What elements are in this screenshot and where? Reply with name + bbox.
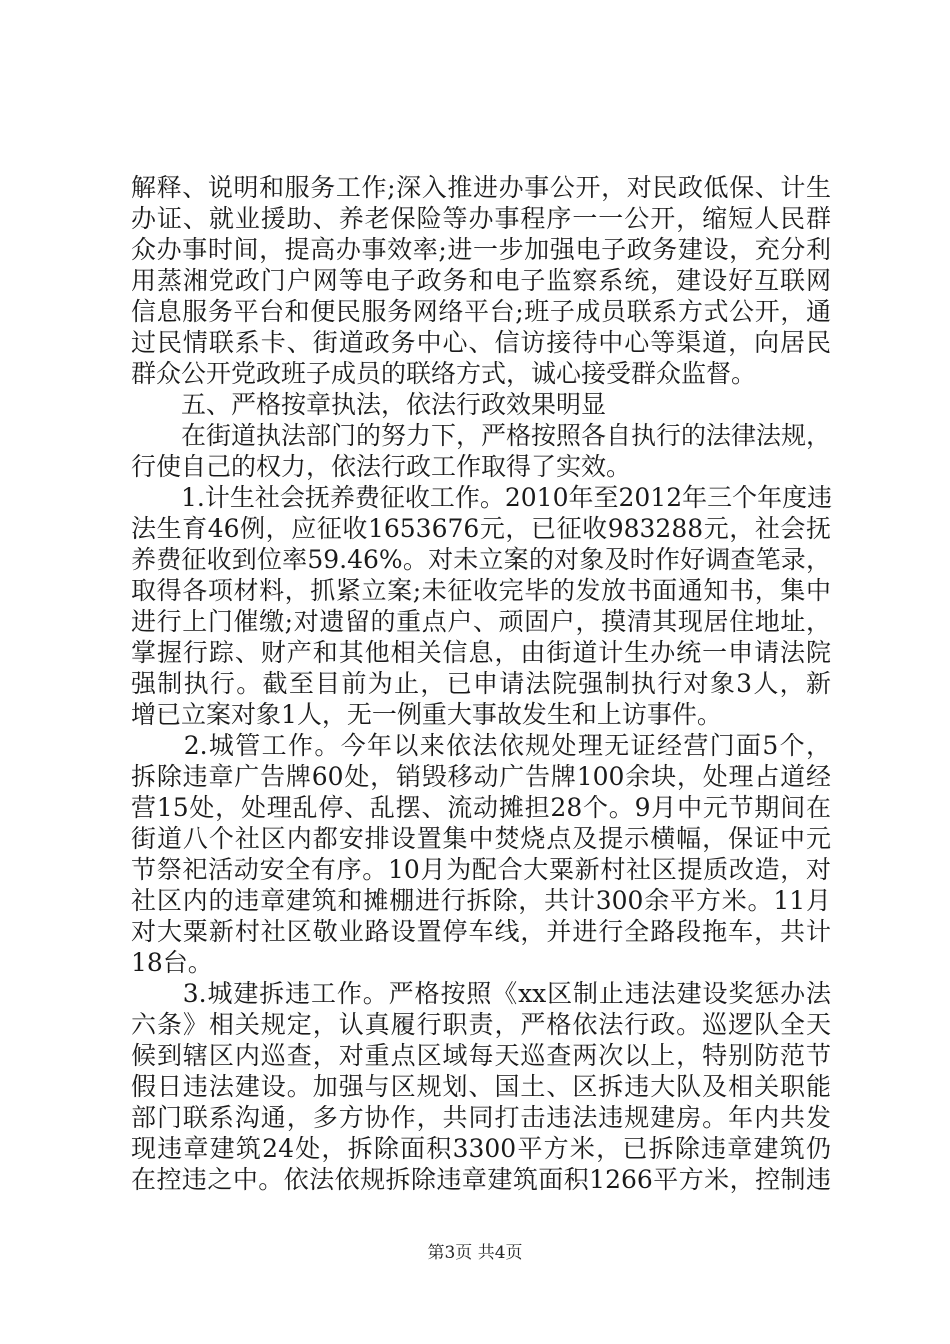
section-heading: 五、严格按章执法，依法行政效果明显 xyxy=(131,390,607,419)
text-line: 增已立案对象1人，无一例重大事故发生和上访事件。 xyxy=(131,700,722,729)
text-line: 进行上门催缴;对遗留的重点户、顽固户，摸清其现居住地址， xyxy=(131,607,831,636)
text-line: 营15处，处理乱停、乱摆、流动摊担28个。9月中元节期间在 xyxy=(131,793,831,822)
text-line: 办证、就业援助、养老保险等办事程序一一公开，缩短人民群 xyxy=(131,204,831,233)
text-line: 节祭祀活动安全有序。10月为配合大粟新村社区提质改造，对 xyxy=(131,855,831,884)
text-line: 18台。 xyxy=(131,948,213,977)
text-line: 3.城建拆违工作。严格按照《xx区制止违法建设奖惩办法 xyxy=(131,979,831,1008)
text-line: 法生育46例，应征收1653676元，已征收983288元，社会抚 xyxy=(131,514,831,543)
text-line: 过民情联系卡、街道政务中心、信访接待中心等渠道，向居民 xyxy=(131,328,831,357)
text-line: 信息服务平台和便民服务网络平台;班子成员联系方式公开，通 xyxy=(131,297,831,326)
text-line: 强制执行。截至目前为止，已申请法院强制执行对象3人，新 xyxy=(131,669,831,698)
text-line: 对大粟新村社区敬业路设置停车线，并进行全路段拖车，共计 xyxy=(131,917,831,946)
text-line: 2.城管工作。今年以来依法依规处理无证经营门面5个， xyxy=(131,731,831,760)
text-line: 假日违法建设。加强与区规划、国土、区拆违大队及相关职能 xyxy=(131,1072,831,1101)
text-line: 社区内的违章建筑和摊棚进行拆除，共计300余平方米。11月 xyxy=(131,886,831,915)
text-line: 掌握行踪、财产和其他相关信息，由街道计生办统一申请法院 xyxy=(131,638,831,667)
text-line: 街道八个社区内都安排设置集中焚烧点及提示横幅，保证中元 xyxy=(131,824,831,853)
text-line: 在控违之中。依法依规拆除违章建筑面积1266平方米，控制违 xyxy=(131,1165,831,1194)
text-line: 解释、说明和服务工作;深入推进办事公开，对民政低保、计生 xyxy=(131,173,831,202)
text-line: 部门联系沟通，多方协作，共同打击违法违规建房。年内共发 xyxy=(131,1103,831,1132)
text-line: 养费征收到位率59.46%。对未立案的对象及时作好调查笔录， xyxy=(131,545,831,574)
text-line: 用蒸湘党政门户网等电子政务和电子监察系统，建设好互联网 xyxy=(131,266,831,295)
page-footer: 第3页 共4页 xyxy=(427,1243,523,1263)
text-line: 拆除违章广告牌60处，销毁移动广告牌100余块，处理占道经 xyxy=(131,762,831,791)
text-line: 现违章建筑24处，拆除面积3300平方米，已拆除违章建筑仍 xyxy=(131,1134,831,1163)
text-line: 候到辖区内巡查，对重点区域每天巡查两次以上，特别防范节 xyxy=(131,1041,831,1070)
text-line: 六条》相关规定，认真履行职责，严格依法行政。巡逻队全天 xyxy=(131,1010,831,1039)
text-line: 取得各项材料，抓紧立案;未征收完毕的发放书面通知书，集中 xyxy=(131,576,831,605)
text-line: 行使自己的权力，依法行政工作取得了实效。 xyxy=(131,452,632,481)
text-line: 众办事时间，提高办事效率;进一步加强电子政务建设，充分利 xyxy=(131,235,831,264)
text-line: 在街道执法部门的努力下，严格按照各自执行的法律法规， xyxy=(131,421,832,450)
text-line: 1.计生社会抚养费征收工作。2010年至2012年三个年度违 xyxy=(131,483,833,512)
text-line: 群众公开党政班子成员的联络方式，诚心接受群众监督。 xyxy=(131,359,757,388)
